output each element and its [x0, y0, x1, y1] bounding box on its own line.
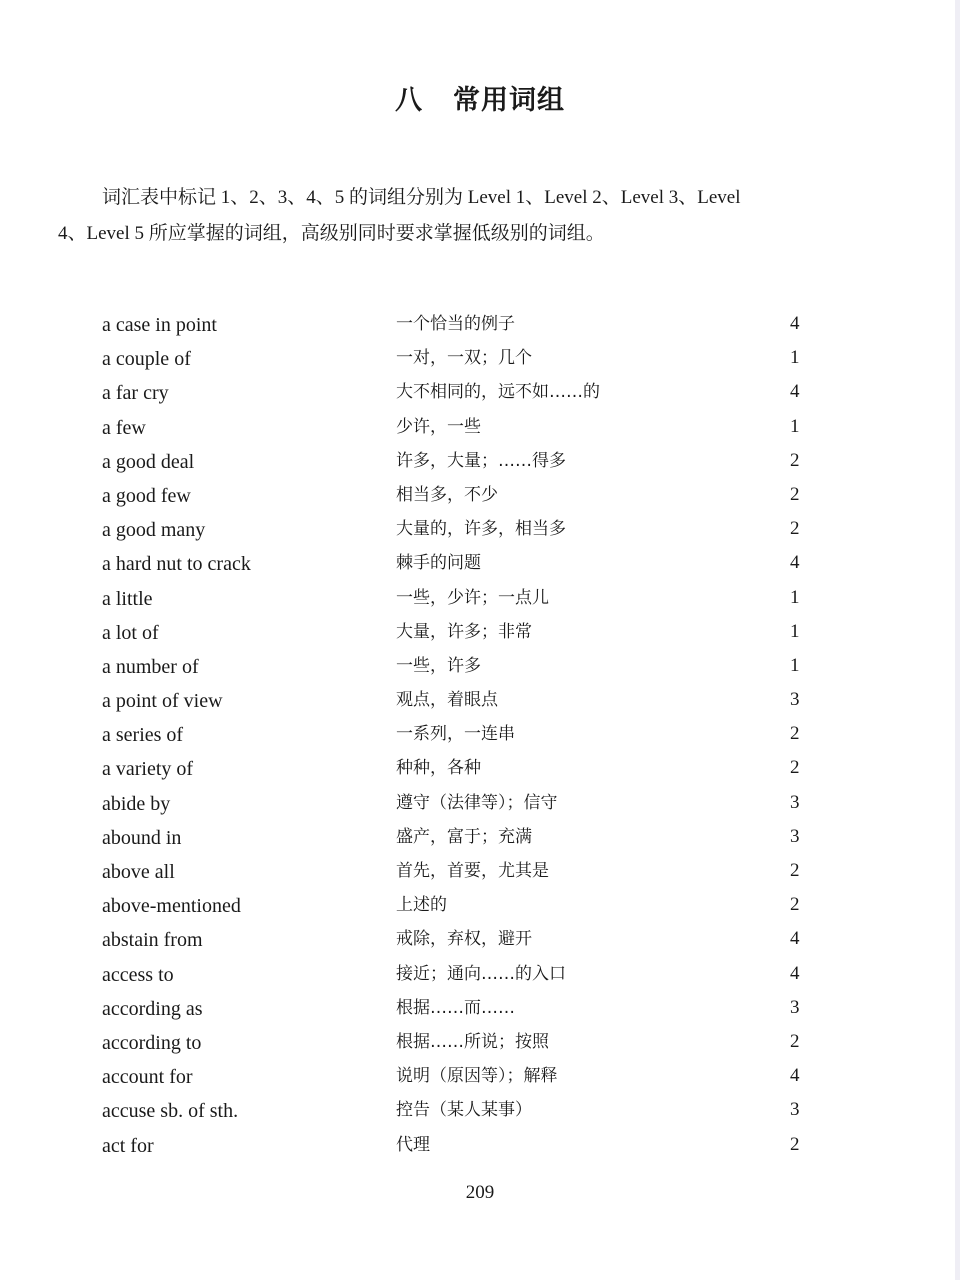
phrase-english: a hard nut to crack [102, 553, 251, 576]
phrase-level: 1 [790, 586, 800, 608]
phrase-level: 3 [790, 1099, 800, 1121]
phrase-chinese: 大量的，许多，相当多 [396, 519, 566, 540]
phrase-chinese: 说明（原因等）；解释 [396, 1066, 558, 1087]
intro-line-2: 4、Level 5 所应掌握的词组，高级别同时要求掌握低级别的词组。 [58, 223, 605, 244]
table-row [100, 342, 820, 376]
phrase-chinese: 接近；通向……的入口 [396, 963, 566, 984]
table-row [100, 787, 820, 821]
phrase-level: 2 [790, 723, 800, 745]
phrase-chinese: 盛产，富于；充满 [396, 826, 532, 847]
table-row [100, 821, 820, 855]
phrase-english: accuse sb. of sth. [102, 1100, 239, 1123]
phrase-level: 3 [790, 791, 800, 813]
phrase-chinese: 一系列，一连串 [396, 724, 515, 745]
phrase-level: 3 [790, 825, 800, 847]
phrase-chinese: 一些，许多 [396, 655, 481, 676]
phrase-chinese: 首先，首要，尤其是 [396, 861, 549, 881]
phrase-level: 3 [790, 996, 800, 1018]
table-row [100, 411, 820, 445]
phrase-chinese: 一对，一双；几个 [396, 348, 532, 369]
phrase-english: abstain from [102, 929, 203, 952]
table-row [100, 513, 820, 547]
table-row [100, 376, 820, 410]
phrase-english: a little [102, 587, 153, 610]
table-row [100, 547, 820, 581]
phrase-english: a few [102, 416, 146, 439]
table-row [100, 1026, 820, 1060]
phrase-chinese: 控告（某人某事） [396, 1100, 532, 1121]
phrase-english: a couple of [102, 348, 191, 371]
intro-paragraph [58, 180, 858, 252]
section-title-text: 常用词组 [453, 85, 565, 116]
phrase-chinese: 大量，许多；非常 [396, 621, 532, 642]
table-row [100, 650, 820, 684]
phrase-level: 3 [790, 689, 800, 711]
phrase-level: 4 [790, 313, 800, 334]
table-row [100, 958, 820, 992]
phrase-english: above-mentioned [102, 895, 241, 918]
page-number: 209 [465, 1182, 495, 1203]
phrase-english: a lot of [102, 621, 159, 644]
phrase-english: a variety of [102, 758, 194, 781]
section-number: 八 [395, 85, 423, 116]
phrase-chinese: 一些，少许；一点儿 [396, 587, 549, 608]
intro-line-1: 词汇表中标记 1、2、3、4、5 的词组分别为 Level 1、Level 2、Level 3、Level [102, 187, 741, 208]
table-row [100, 923, 820, 957]
phrase-english: access to [102, 963, 174, 986]
phrase-chinese: 遵守（法律等）；信守 [396, 792, 558, 813]
table-row [100, 684, 820, 718]
phrase-english: act for [102, 1134, 154, 1157]
phrase-chinese: 相当多，不少 [396, 484, 498, 505]
phrase-level: 1 [790, 347, 800, 369]
phrase-level: 2 [790, 1030, 800, 1052]
phrase-level: 2 [790, 757, 800, 779]
table-row [100, 582, 820, 616]
phrase-english: a good few [102, 484, 191, 507]
phrase-table [100, 308, 820, 1163]
table-row [100, 718, 820, 752]
section-title [0, 78, 960, 117]
phrase-english: abide by [102, 792, 171, 815]
phrase-chinese: 种种，各种 [396, 758, 481, 779]
phrase-chinese: 许多，大量；……得多 [396, 450, 566, 471]
phrase-chinese: 大不相同的，远不如……的 [396, 382, 600, 403]
table-row [100, 479, 820, 513]
table-row [100, 1060, 820, 1094]
table-row [100, 445, 820, 479]
phrase-level: 4 [790, 1065, 800, 1087]
table-row [100, 889, 820, 923]
table-row [100, 616, 820, 650]
phrase-level: 2 [790, 483, 800, 505]
phrase-english: a case in point [102, 314, 217, 336]
phrase-chinese: 戒除，弃权，避开 [396, 929, 532, 950]
table-row [100, 992, 820, 1026]
phrase-level: 4 [790, 962, 800, 984]
phrase-level: 2 [790, 1133, 800, 1155]
phrase-english: abound in [102, 826, 182, 849]
phrase-english: according to [102, 1031, 202, 1054]
table-row [100, 308, 820, 342]
table-row [100, 1129, 820, 1163]
table-row [100, 855, 820, 889]
phrase-english: a number of [102, 655, 199, 678]
phrase-english: a series of [102, 724, 184, 747]
phrase-chinese: 根据……所说；按照 [396, 1031, 549, 1052]
phrase-english: a good deal [102, 450, 195, 473]
phrase-english: a point of view [102, 690, 223, 713]
phrase-english: account for [102, 1066, 193, 1089]
phrase-level: 1 [790, 654, 800, 676]
table-row [100, 1094, 820, 1128]
phrase-chinese: 少许，一些 [396, 416, 481, 437]
phrase-english: a far cry [102, 382, 169, 405]
phrase-level: 4 [790, 381, 800, 403]
phrase-level: 2 [790, 449, 800, 471]
phrase-english: according as [102, 997, 203, 1020]
phrase-level: 1 [790, 415, 800, 437]
phrase-level: 2 [790, 860, 800, 881]
phrase-english: above all [102, 861, 175, 883]
phrase-chinese: 一个恰当的例子 [396, 314, 515, 334]
phrase-level: 4 [790, 928, 800, 950]
phrase-level: 4 [790, 552, 800, 574]
phrase-english: a good many [102, 519, 206, 542]
phrase-chinese: 代理 [396, 1134, 430, 1155]
table-row [100, 752, 820, 786]
phrase-chinese: 观点，着眼点 [396, 690, 498, 711]
page-edge-strip [955, 0, 960, 1280]
phrase-chinese: 根据……而…… [396, 997, 515, 1018]
phrase-chinese: 棘手的问题 [396, 553, 481, 574]
phrase-chinese: 上述的 [396, 895, 447, 916]
phrase-level: 2 [790, 894, 800, 916]
phrase-level: 1 [790, 620, 800, 642]
phrase-level: 2 [790, 518, 800, 540]
